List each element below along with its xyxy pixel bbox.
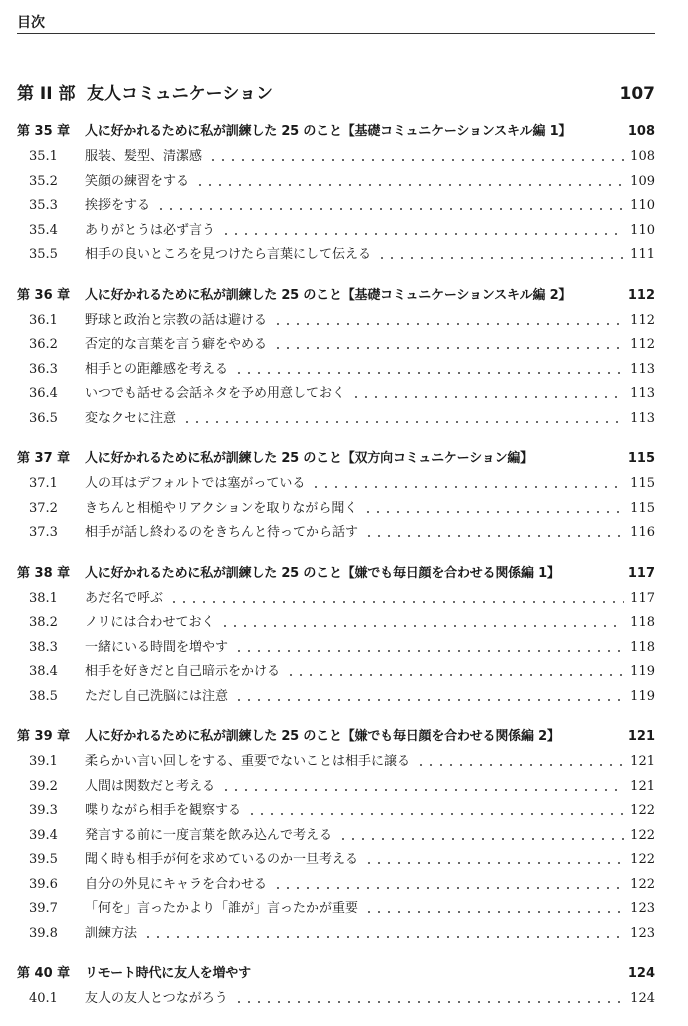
section-title: 人間は関数だと考える (85, 778, 216, 794)
section-number: 40.1 (29, 991, 58, 1006)
dot-leader (351, 389, 624, 399)
section-page: 109 (630, 173, 655, 189)
dot-leader (364, 528, 624, 538)
section-title: 自分の外見にキャラを合わせる (85, 876, 268, 892)
chapter-block (17, 560, 655, 710)
chapter-page: 115 (627, 451, 655, 466)
chapter-page: 112 (627, 287, 655, 303)
chapter-entry[interactable] (17, 445, 655, 472)
section-title: 柔らかい言い回しをする、重要でないことは相手に譲る (85, 754, 411, 769)
chapter-page: 108 (627, 124, 655, 139)
dot-leader (195, 177, 624, 187)
section-entry[interactable] (17, 145, 655, 170)
chapter-entry[interactable] (17, 960, 655, 987)
chapter-entry[interactable] (17, 282, 655, 309)
section-entry[interactable] (17, 309, 655, 334)
dot-leader (234, 994, 624, 1004)
section-number: 38.2 (29, 615, 58, 630)
page-header (17, 14, 655, 34)
section-title: 訓練方法 (85, 925, 138, 941)
section-title: ありがとうは必ず言う (85, 222, 216, 238)
section-title: 発言する前に一度言葉を飲み込んで考える (85, 827, 333, 843)
section-entry[interactable] (17, 685, 655, 710)
section-number: 35.1 (29, 149, 58, 164)
section-page: 121 (630, 778, 655, 794)
dot-leader (416, 757, 624, 767)
section-entry[interactable] (17, 824, 655, 849)
section-number: 35.3 (29, 198, 58, 213)
section-number: 37.1 (29, 476, 58, 491)
chapter-title: 人に好かれるために私が訓練した 25 のこと【基礎コミュニケーションスキル編 2】 (85, 287, 572, 303)
section-number: 39.2 (29, 778, 58, 794)
section-page: 124 (630, 991, 655, 1006)
section-title: 友人の友人とつながろう (85, 991, 228, 1006)
section-title: 人の耳はデフォルトでは塞がっている (85, 476, 306, 491)
section-number: 36.1 (29, 312, 58, 328)
dot-leader (364, 904, 624, 914)
section-page: 116 (630, 525, 655, 540)
dot-leader (247, 806, 624, 816)
section-title: 挨拶をする (85, 198, 151, 213)
section-number: 39.5 (29, 852, 58, 867)
dot-leader (234, 692, 624, 702)
section-entry[interactable] (17, 382, 655, 407)
section-number: 35.2 (29, 173, 58, 189)
table-of-contents (17, 118, 655, 1026)
section-entry[interactable] (17, 922, 655, 947)
section-number: 39.8 (29, 925, 58, 941)
section-page: 113 (630, 410, 655, 426)
dot-leader (364, 855, 624, 865)
part-heading[interactable] (17, 79, 655, 104)
chapter-block (17, 282, 655, 432)
chapter-title: 人に好かれるために私が訓練した 25 のこと【双方向コミュニケーション編】 (85, 451, 533, 466)
chapter-number: 第 37 章 (17, 451, 71, 466)
section-page: 112 (630, 312, 655, 328)
chapter-entry[interactable] (17, 118, 655, 145)
section-title: 野球と政治と宗教の話は避ける (85, 312, 268, 328)
section-page: 122 (630, 852, 655, 867)
section-page: 113 (630, 361, 655, 377)
chapter-number: 第 39 章 (17, 729, 71, 744)
chapter-block (17, 445, 655, 546)
part-page: 107 (619, 84, 655, 104)
part-title: 友人コミュニケーション (87, 84, 273, 104)
section-page: 118 (630, 615, 655, 630)
section-page: 110 (630, 222, 655, 238)
section-title: 笑顔の練習をする (85, 173, 190, 189)
section-page: 117 (630, 590, 655, 606)
section-page: 123 (630, 901, 655, 916)
section-entry[interactable] (17, 897, 655, 922)
section-page: 122 (630, 827, 655, 843)
chapter-block (17, 118, 655, 268)
section-title: 喋りながら相手を観察する (85, 803, 242, 818)
section-title: 服装、髪型、清潔感 (85, 149, 203, 164)
section-page: 119 (630, 688, 655, 704)
section-title: 否定的な言葉を言う癖をやめる (85, 337, 268, 352)
section-number: 36.4 (29, 386, 58, 401)
chapter-title: リモート時代に友人を増やす (85, 966, 251, 981)
section-title: 聞く時も相手が何を求めているのか一旦考える (85, 852, 359, 867)
dot-leader (363, 504, 624, 514)
section-entry[interactable] (17, 848, 655, 873)
section-entry[interactable] (17, 750, 655, 775)
section-entry[interactable] (17, 660, 655, 685)
section-number: 39.4 (29, 827, 58, 843)
section-page: 122 (630, 803, 655, 818)
section-title: いつでも話せる会話ネタを予め用意しておく (85, 386, 346, 401)
chapter-number: 第 35 章 (17, 124, 71, 139)
chapter-page: 121 (627, 729, 655, 744)
section-entry[interactable] (17, 497, 655, 522)
section-number: 38.4 (29, 664, 58, 679)
section-page: 119 (630, 664, 655, 679)
chapter-number: 第 38 章 (17, 565, 71, 581)
dot-leader (169, 594, 624, 604)
chapter-block (17, 723, 655, 946)
section-entry[interactable] (17, 333, 655, 358)
section-entry[interactable] (17, 219, 655, 244)
section-number: 35.5 (29, 247, 58, 262)
dot-leader (234, 643, 624, 653)
section-title: 一緒にいる時間を増やす (85, 639, 229, 655)
section-number: 39.7 (29, 901, 58, 916)
section-page: 121 (630, 754, 655, 769)
section-number: 39.6 (29, 876, 58, 892)
section-page: 123 (630, 925, 655, 941)
section-entry[interactable] (17, 873, 655, 898)
part-number: 第 II 部 (17, 84, 76, 104)
section-title: 変なクセに注意 (85, 410, 177, 426)
section-number: 37.2 (29, 500, 58, 516)
section-page: 118 (630, 639, 655, 655)
section-entry[interactable] (17, 775, 655, 800)
section-page: 111 (630, 247, 655, 262)
section-title: 相手の良いところを見つけたら言葉にして伝える (85, 247, 372, 262)
section-entry[interactable] (17, 521, 655, 546)
section-number: 37.3 (29, 525, 58, 540)
section-number: 36.2 (29, 337, 58, 352)
section-title: ノリには合わせておく (85, 615, 215, 630)
section-number: 36.5 (29, 410, 58, 426)
chapter-title: 人に好かれるために私が訓練した 25 のこと【嫌でも毎日顔を合わせる関係編 1】 (85, 565, 560, 581)
section-page: 113 (630, 386, 655, 401)
section-title: 相手を好きだと自己暗示をかける (85, 664, 281, 679)
dot-leader (208, 152, 624, 162)
chapter-page: 117 (627, 565, 655, 581)
section-page: 112 (630, 337, 655, 352)
section-number: 38.5 (29, 688, 58, 704)
chapter-entry[interactable] (17, 723, 655, 750)
dot-leader (273, 880, 624, 890)
section-entry[interactable] (17, 194, 655, 219)
section-title: きちんと相槌やリアクションを取りながら聞く (85, 500, 358, 516)
chapter-title: 人に好かれるために私が訓練した 25 のこと【嫌でも毎日顔を合わせる関係編 2】 (85, 729, 560, 744)
dot-leader (182, 414, 624, 424)
section-number: 39.3 (29, 803, 58, 818)
dot-leader (221, 782, 624, 792)
chapter-entry[interactable] (17, 560, 655, 587)
dot-leader (286, 667, 624, 677)
dot-leader (234, 365, 624, 375)
section-entry[interactable] (17, 407, 655, 432)
section-number: 36.3 (29, 361, 58, 377)
section-entry[interactable] (17, 587, 655, 612)
section-entry[interactable] (17, 611, 655, 636)
section-number: 35.4 (29, 222, 58, 238)
dot-leader (338, 831, 624, 841)
section-title: ただし自己洗脳には注意 (85, 688, 229, 704)
section-entry[interactable] (17, 636, 655, 661)
dot-leader (221, 226, 624, 236)
section-title: 「何を」言ったかより「誰が」言ったかが重要 (85, 901, 359, 916)
chapter-number: 第 36 章 (17, 287, 71, 303)
section-title: 相手が話し終わるのをきちんと待ってから話す (85, 525, 359, 540)
chapter-page: 124 (627, 966, 655, 981)
section-page: 115 (630, 476, 655, 491)
section-title: あだ名で呼ぶ (85, 590, 164, 606)
section-title: 相手との距離感を考える (85, 361, 229, 377)
chapter-title: 人に好かれるために私が訓練した 25 のこと【基礎コミュニケーションスキル編 1】 (85, 124, 572, 139)
chapter-number: 第 40 章 (17, 966, 71, 981)
dot-leader (220, 618, 624, 628)
section-entry[interactable] (17, 987, 655, 1012)
dot-leader (273, 316, 624, 326)
header-title: 目次 (17, 15, 45, 31)
section-entry[interactable] (17, 358, 655, 383)
section-entry[interactable] (17, 799, 655, 824)
dot-leader (156, 201, 624, 211)
section-entry[interactable] (17, 243, 655, 268)
section-entry[interactable] (17, 472, 655, 497)
section-number: 38.3 (29, 639, 58, 655)
section-page: 115 (630, 500, 655, 516)
section-page: 110 (630, 198, 655, 213)
section-page: 108 (630, 149, 655, 164)
chapter-block (17, 960, 655, 1012)
dot-leader (273, 340, 624, 350)
section-number: 39.1 (29, 754, 58, 769)
dot-leader (377, 250, 624, 260)
section-entry[interactable] (17, 170, 655, 195)
section-page: 122 (630, 876, 655, 892)
dot-leader (311, 479, 624, 489)
dot-leader (143, 929, 624, 939)
section-number: 38.1 (29, 590, 58, 606)
